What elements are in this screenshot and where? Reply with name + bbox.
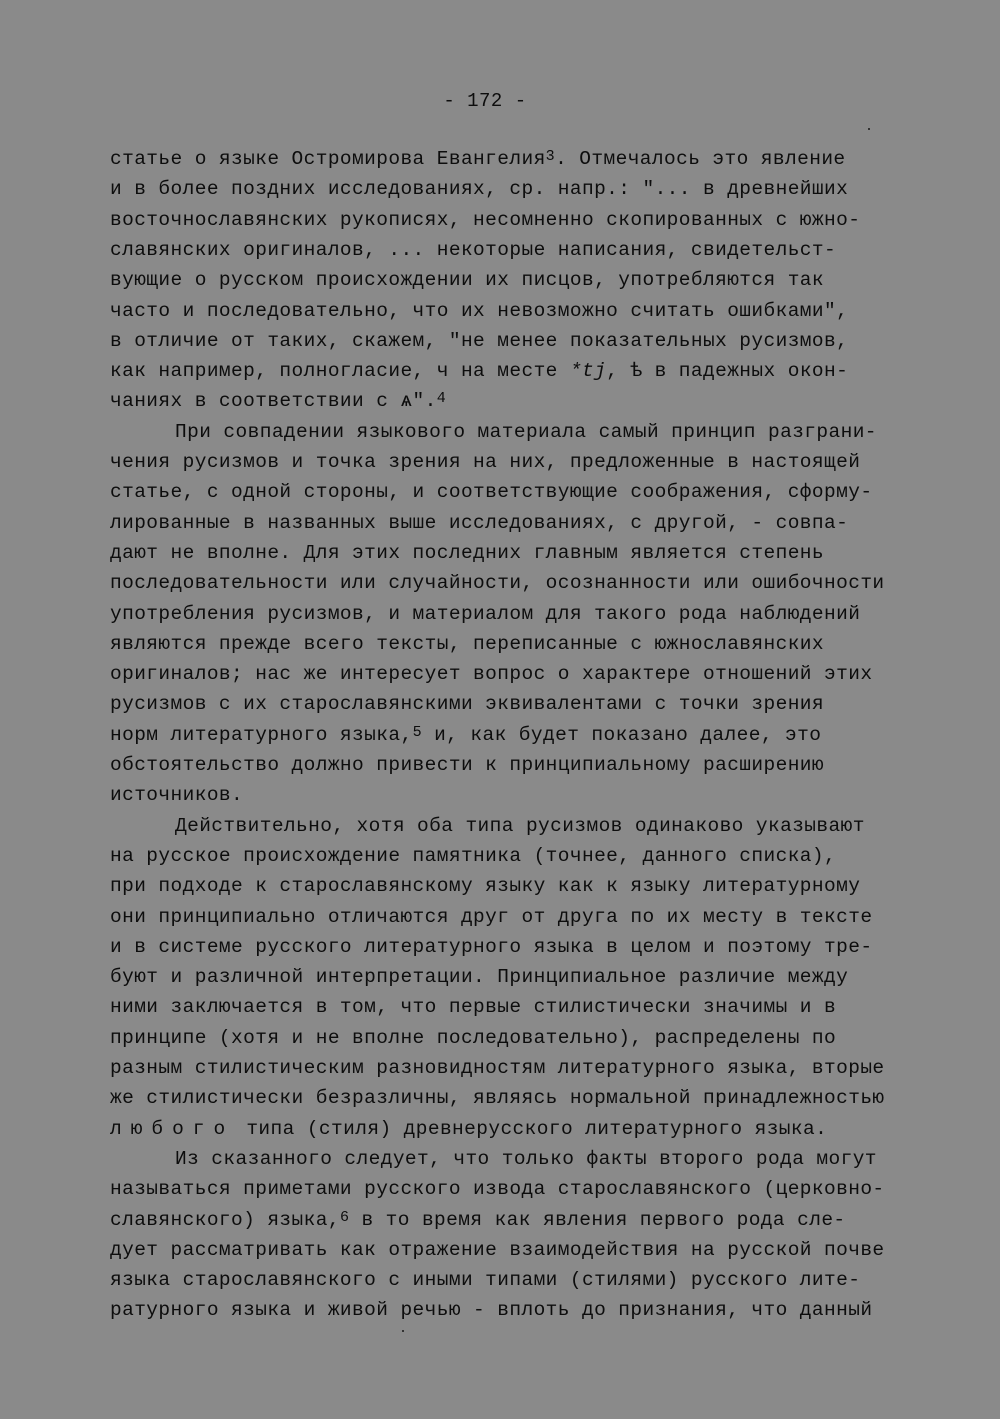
line-text: в отличие от таких, скажем, "не менее показательных русизмов, [110, 330, 849, 352]
line-text: называться приметами русского извода старославянского (церковно- [110, 1178, 885, 1200]
text-line [175, 1148, 877, 1170]
line-text: славянских оригиналов, ... некоторые написания, свидетельст- [110, 239, 837, 261]
text-line [110, 1057, 885, 1079]
line-text: При совпадении языкового материала самый принцип разграни- [175, 421, 877, 443]
text-line [110, 1239, 885, 1261]
text-line [110, 1178, 885, 1200]
line-text: Действительно, хотя оба типа русизмов одинаково указывают [175, 815, 865, 837]
text-line [110, 542, 824, 564]
text-line [110, 724, 821, 748]
text-line [110, 300, 848, 322]
line-text: лированные в названных выше исследованиях, с другой, - совпа- [110, 512, 849, 534]
text-line [110, 1087, 885, 1109]
text-line [110, 845, 836, 867]
line-text: , ѣ в падежных окон- [606, 360, 849, 382]
text-line [110, 603, 860, 625]
text-line [110, 481, 872, 503]
line-text: же стилистически безразличны, являясь нормальной принадлежностью [110, 1087, 885, 1109]
text-line [110, 966, 848, 988]
text-line [110, 451, 860, 473]
line-text: источников. [110, 784, 244, 806]
line-text: статье, с одной стороны, и соответствующие соображения, сформу- [110, 481, 873, 503]
line-text: статье о языке Остромирова Евангелия [110, 148, 546, 170]
line-text: чаниях в соответствии с ѧ". [110, 390, 437, 412]
text-line [110, 784, 243, 806]
line-text: чения русизмов и точка зрения на них, предложенные в настоящей [110, 451, 861, 473]
line-text: вующие о русском происхождении их писцов, употребляются так [110, 269, 825, 291]
line-text: русизмов с их старославянскими эквивалентами с точки зрения [110, 693, 825, 715]
line-text: дают не вполне. Для этих последних главным является степень [110, 542, 825, 564]
text-line [110, 875, 860, 897]
line-text: языка старославянского с иными типами (стилями) русского лите- [110, 1269, 861, 1291]
line-text: Из сказанного следует, что только факты второго рода могут [175, 1148, 877, 1170]
text-line [110, 360, 848, 382]
line-text: типа (стиля) древнерусского литературного языка. [234, 1118, 828, 1140]
line-text: употребления русизмов, и материалом для такого рода наблюдений [110, 603, 861, 625]
line-spaced: любого [110, 1118, 235, 1140]
text-line [110, 693, 824, 715]
text-line [175, 815, 865, 837]
line-text: на русское происхождение памятника (точнее, данного списка), [110, 845, 837, 867]
line-text: славянского) языка, [110, 1209, 340, 1231]
page-number: - 172 - [443, 90, 527, 112]
text-line [110, 390, 446, 414]
text-line [110, 512, 848, 534]
text-line [110, 209, 860, 231]
line-text: разным стилистическим разновидностям литературного языка, вторые [110, 1057, 885, 1079]
line-text: принципе (хотя и не вполне последовательно), распределены по [110, 1027, 837, 1049]
line-text: дует рассматривать как отражение взаимодействия на русской почве [110, 1239, 885, 1261]
line-sup: 3 [545, 148, 556, 165]
line-sup: 4 [436, 390, 447, 407]
line-text: при подходе к старославянскому языку как к языку литературному [110, 875, 861, 897]
line-sup: 5 [412, 724, 422, 741]
text-line [110, 633, 824, 655]
line-text: они принципиально отличаются друг от друга по их месту в тексте [110, 906, 873, 928]
line-italic: *tj [569, 360, 607, 382]
line-after: . Отмечалось это явление [555, 148, 846, 170]
text-line [110, 178, 848, 200]
line-sup: 6 [339, 1209, 350, 1226]
text-line [110, 148, 846, 172]
text-line [175, 421, 877, 443]
line-text: оригиналов; нас же интересует вопрос о характере отношений этих [110, 663, 873, 685]
line-text: обстоятельство должно привести к принципиальному расширению [110, 754, 825, 776]
text-line [110, 1027, 836, 1049]
line-text: часто и последовательно, что их невозможно считать ошибками", [110, 300, 849, 322]
line-text: являются прежде всего тексты, переписанные с южнославянских [110, 633, 825, 655]
text-line [110, 1269, 860, 1291]
line-text: буют и различной интерпретации. Принципиальное различие между [110, 966, 849, 988]
line-pre: как например, полногласие, ч на месте [110, 360, 570, 382]
text-line [110, 330, 848, 352]
line-text: норм литературного языка, [110, 724, 413, 746]
text-line [110, 572, 885, 594]
line-text: ними заключается в том, что первые стилистически значимы и в [110, 996, 837, 1018]
scan-speck [868, 128, 870, 130]
line-text: последовательности или случайности, осознанности или ошибочности [110, 572, 885, 594]
scan-speck [402, 1330, 404, 1332]
text-line [110, 936, 872, 958]
line-text: восточнославянских рукописях, несомненно скопированных с южно- [110, 209, 861, 231]
line-after: в то время как явления первого рода сле- [349, 1209, 846, 1231]
text-line [110, 239, 836, 261]
text-line [110, 1209, 846, 1233]
text-line [110, 754, 824, 776]
line-after: и, как будет показано далее, это [421, 724, 822, 746]
text-line [110, 269, 824, 291]
line-text: ратурного языка и живой речью - вплоть до признания, что данный [110, 1299, 873, 1321]
line-text: и в более поздних исследованиях, ср. напр.: "... в древнейших [110, 178, 849, 200]
line-text: и в системе русского литературного языка в целом и поэтому тре- [110, 936, 873, 958]
text-line [110, 1299, 872, 1321]
text-line [110, 1118, 827, 1140]
text-line [110, 663, 872, 685]
text-line [110, 906, 872, 928]
text-line [110, 996, 836, 1018]
